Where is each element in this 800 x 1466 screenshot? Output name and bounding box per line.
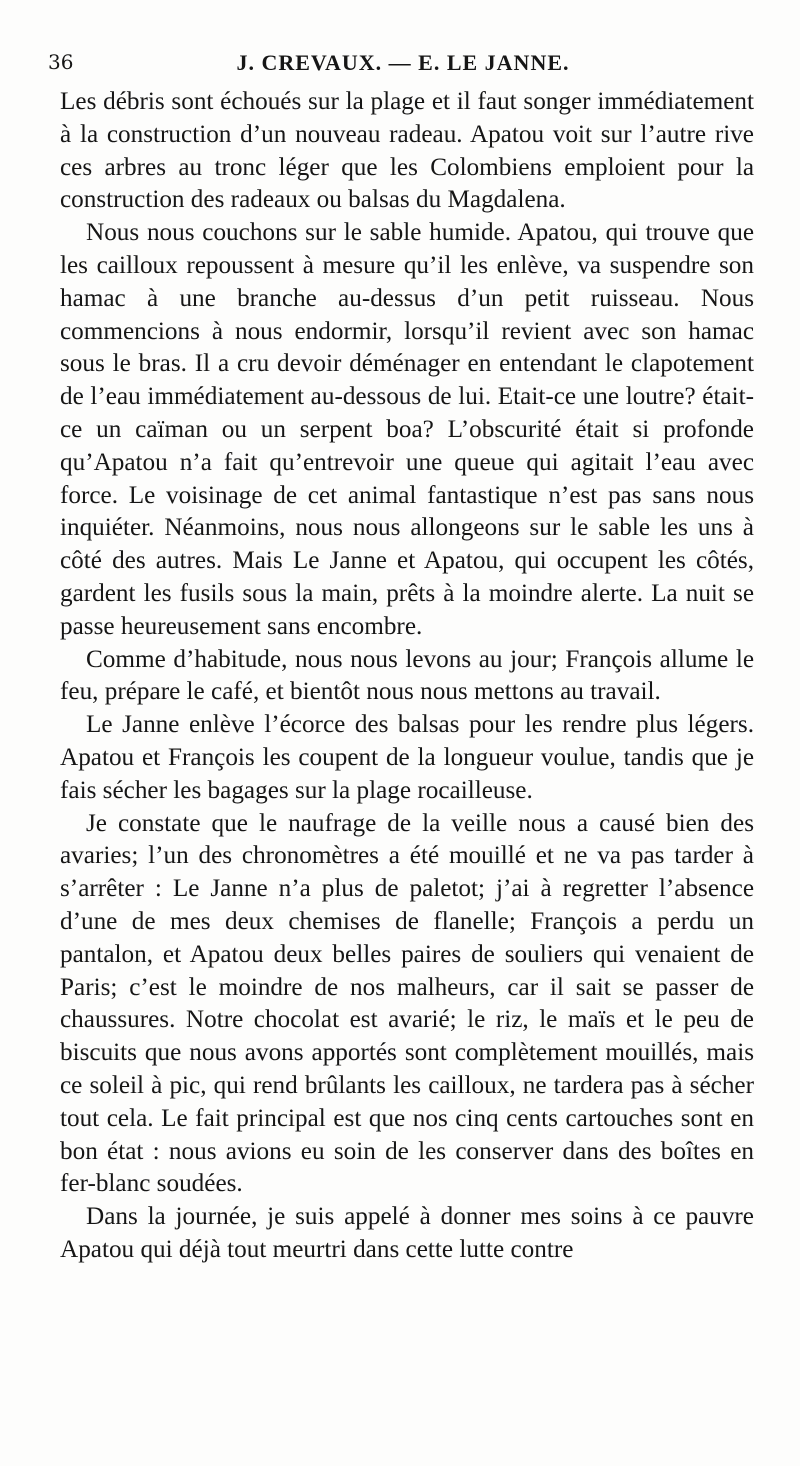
- body-text: [60, 86, 754, 1267]
- running-title: J. CREVAUX. — E. LE JANNE.: [236, 50, 570, 75]
- paragraph: Nous nous couchons sur le sable humide. Apatou, qui trouve que les cailloux repoussent à mesure qu’il les enlève, va suspendre son hamac à une branche au-dessus d’un petit ruisseau. Nous commencions à nous endormir, lorsqu’il revient avec son hamac sous le bras. Il a cru devoir déménager en entendant le clapotement de l’eau immédiatement au-dessous de lui. Etait-ce une loutre? était-ce un caïman ou un serpent boa? L’obscurité était si profonde qu’Apatou n’a fait qu’entrevoir une queue qui agitait l’eau avec force. Le voisinage de cet animal fantastique n’est pas sans nous inquiéter. Néanmoins, nous nous allongeons sur le sable les uns à côté des autres. Mais Le Janne et Apatou, qui occupent les côtés, gardent les fusils sous la main, prêts à la moindre alerte. La nuit se passe heureusement sans encombre.: [60, 219, 754, 640]
- paragraph: Je constate que le naufrage de la veille nous a causé bien des avaries; l’un des chronomètres a été mouillé et ne va pas tarder à s’arrêter : Le Janne n’a plus de paletot; j’ai à regretter l’absence d’une de mes deux chemises de flanelle; François a perdu un pantalon, et Apatou deux belles paires de souliers qui venaient de Paris; c’est le moindre de nos malheurs, car il sait se passer de chaussures. Notre chocolat est avarié; le riz, le maïs et le peu de biscuits que nous avons apportés sont complètement mouillés, mais ce soleil à pic, qui rend brûlants les cailloux, ne tardera pas à sécher tout cela. Le fait principal est que nos cinq cents cartouches sont en bon état : nous avions eu soin de les conserver dans des boîtes en fer-blanc soudées.: [60, 809, 754, 1198]
- page-number: 36: [48, 50, 74, 74]
- paragraph: Les débris sont échoués sur la plage et il faut songer immédiatement à la construction d’un nouveau radeau. Apatou voit sur l’autre rive ces arbres au tronc léger que les Colombiens emploient pour la construction des radeaux ou balsas du Magdalena.: [60, 88, 754, 214]
- paragraph: Le Janne enlève l’écorce des balsas pour les rendre plus légers. Apatou et François les coupent de la longueur voulue, tandis que je fais sécher les bagages sur la plage rocailleuse.: [60, 711, 754, 804]
- running-head: [48, 50, 758, 84]
- paragraph: Comme d’habitude, nous nous levons au jour; François allume le feu, prépare le café, et bientôt nous nous mettons au travail.: [60, 645, 754, 706]
- paragraph: Dans la journée, je suis appelé à donner mes soins à ce pauvre Apatou qui déjà tout meurtri dans cette lutte contre: [60, 1203, 754, 1263]
